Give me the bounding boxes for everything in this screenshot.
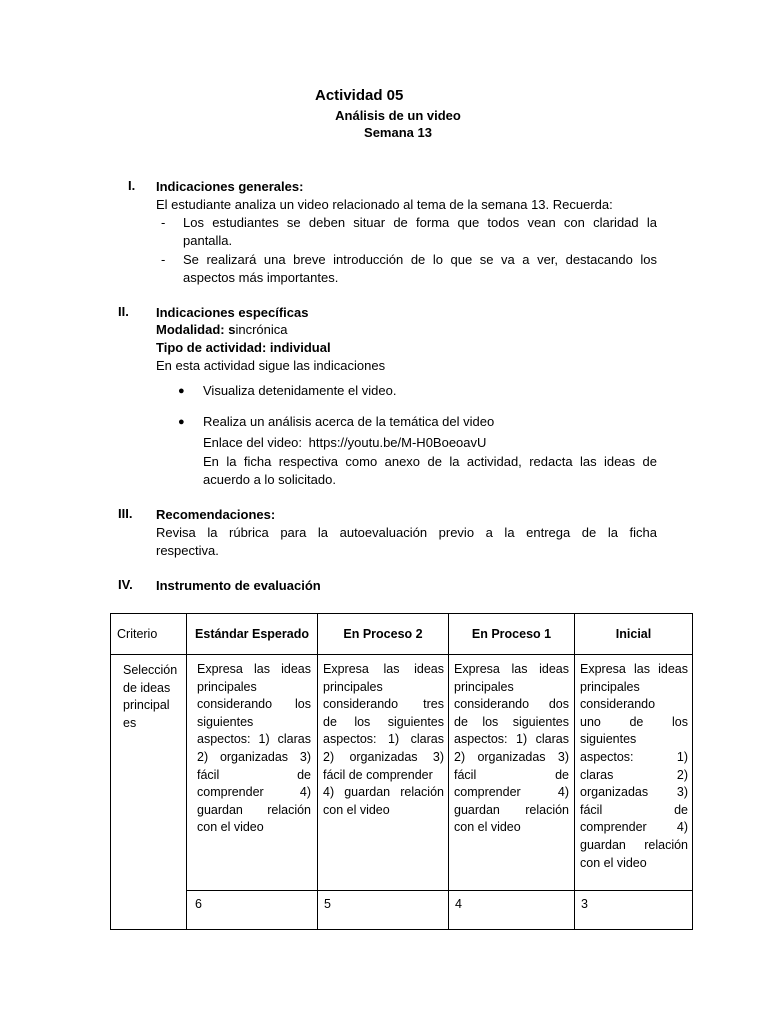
section-2-intro: En esta actividad sigue las indicaciones <box>156 358 386 373</box>
level-line: de los siguientes <box>454 714 569 729</box>
level-line: 2) organizadas 3) <box>323 749 444 764</box>
bullet-1-icon: ● <box>178 385 185 397</box>
level-line: Expresa las ideas <box>197 662 311 676</box>
bullet-1-text: Visualiza detenidamente el video. <box>203 383 397 398</box>
section-3-line-2: respectiva. <box>156 543 219 558</box>
score-value: 3 <box>581 897 588 911</box>
section-3-line-1: Revisa la rúbrica para la autoevaluación previo a la entrega de la ficha <box>156 525 657 540</box>
header-inicial: Inicial <box>575 614 693 655</box>
section-2-heading: Indicaciones específicas <box>156 305 309 320</box>
level-line: 2) organizadas 3) <box>454 749 569 764</box>
header-criterio: Criterio <box>111 614 187 655</box>
rubric-table <box>110 613 693 930</box>
level-cell-estandar <box>187 655 318 891</box>
level-line: siguientes <box>197 714 254 729</box>
level-line: principales <box>454 679 514 694</box>
section-1-item-1-line-2: pantalla. <box>183 233 233 248</box>
level-line: principales <box>580 679 640 694</box>
section-1-intro: El estudiante analiza un video relacionado al tema de la semana 13. Recuerda: <box>156 197 613 212</box>
criterion-cell <box>111 655 187 930</box>
criterion-line: Selección <box>123 663 178 677</box>
level-line: fácil de comprender <box>323 767 433 782</box>
modality-line <box>156 321 287 339</box>
level-line: Expresa las ideas <box>323 662 444 676</box>
level-line: considerando los <box>197 697 311 712</box>
section-4-heading: Instrumento de evaluación <box>156 578 321 593</box>
header-estandar-esperado: Estándar Esperado <box>187 614 318 655</box>
criterion-line: principal <box>123 698 170 713</box>
level-line: uno de los <box>580 714 688 729</box>
section-1-item-2-line-1: Se realizará una breve introducción de lo que se va a ver, destacando los <box>183 252 657 267</box>
level-line: fácil de <box>197 767 311 782</box>
section-1-item-2-line-2: aspectos más importantes. <box>183 270 339 285</box>
header-en-proceso-1: En Proceso 1 <box>449 614 575 655</box>
level-line: organizadas 3) <box>580 785 688 800</box>
section-4-number: IV. <box>118 577 133 592</box>
level-line: claras 2) <box>580 767 688 782</box>
score-cell-proceso-1 <box>449 891 575 930</box>
level-line: fácil de <box>454 767 569 782</box>
level-line: aspectos: 1) claras <box>323 732 444 747</box>
level-line: aspectos: 1) claras <box>454 732 569 747</box>
score-cell-estandar <box>187 891 318 930</box>
rubric-level-row <box>111 655 693 891</box>
section-1-item-1-line-1: Los estudiantes se deben situar de forma que todos vean con claridad la <box>183 215 657 230</box>
bullet-2-text: Realiza un análisis acerca de la temática del video <box>203 414 495 429</box>
level-line: con el video <box>197 820 264 835</box>
criterion-line: es <box>123 715 137 730</box>
video-link-label: Enlace del video: <box>203 435 303 450</box>
dash-1: - <box>161 215 166 230</box>
level-line: considerando dos <box>454 697 569 712</box>
level-line: aspectos: 1) claras <box>197 732 311 747</box>
level-cell-inicial <box>575 655 693 891</box>
level-line: 4) guardan relación <box>323 785 444 800</box>
level-line: de los siguientes <box>323 714 444 729</box>
level-line: con el video <box>323 802 390 817</box>
level-line: fácil de <box>580 802 688 817</box>
section-3-number: III. <box>118 506 133 521</box>
level-line: siguientes <box>580 732 637 747</box>
level-line: guardan relación <box>197 802 311 817</box>
level-line: con el video <box>580 855 647 870</box>
header-en-proceso-2: En Proceso 2 <box>318 614 449 655</box>
modality-value: incrónica <box>235 322 288 337</box>
rubric-score-row <box>111 891 693 930</box>
modality-label: Modalidad: s <box>156 322 236 337</box>
score-value: 5 <box>324 897 331 911</box>
level-line: con el video <box>454 820 521 835</box>
dash-2: - <box>161 252 166 267</box>
rubric-header-row <box>111 614 693 655</box>
section-1-number: I. <box>128 178 136 193</box>
page-subtitle: Análisis de un video <box>335 108 461 123</box>
video-link[interactable]: https://youtu.be/M-H0BoeoavU <box>308 435 487 450</box>
level-line: 2) organizadas 3) <box>197 749 311 764</box>
level-line: principales <box>197 679 257 694</box>
criterion-line: de ideas <box>123 680 171 695</box>
video-link-line <box>203 434 486 452</box>
level-line: aspectos: 1) <box>580 749 688 764</box>
level-line: guardan relación <box>580 837 688 852</box>
bullet-2-icon: ● <box>178 416 185 428</box>
level-line: comprender 4) <box>454 785 569 800</box>
score-cell-inicial <box>575 891 693 930</box>
level-line: principales <box>323 679 383 694</box>
score-value: 6 <box>195 897 202 911</box>
level-line: Expresa las ideas <box>454 662 569 676</box>
level-line: comprender 4) <box>580 820 688 835</box>
level-line: guardan relación <box>454 802 569 817</box>
section-2-note-line-1: En la ficha respectiva como anexo de la actividad, redacta las ideas de <box>203 454 657 469</box>
score-value: 4 <box>455 897 462 911</box>
level-cell-proceso-1 <box>449 655 575 891</box>
section-1-heading: Indicaciones generales: <box>156 179 304 194</box>
section-2-number: II. <box>118 304 129 319</box>
level-cell-proceso-2 <box>318 655 449 891</box>
page-title: Actividad 05 <box>315 87 404 104</box>
level-line: Expresa las ideas <box>580 662 688 676</box>
score-cell-proceso-2 <box>318 891 449 930</box>
level-line: considerando tres <box>323 697 444 712</box>
activity-type: Tipo de actividad: individual <box>156 340 331 355</box>
section-2-note-line-2: acuerdo a lo solicitado. <box>203 472 336 487</box>
section-3-heading: Recomendaciones: <box>156 507 276 522</box>
level-line: comprender 4) <box>197 785 311 800</box>
week-label: Semana 13 <box>364 125 432 140</box>
level-line: considerando <box>580 697 656 712</box>
